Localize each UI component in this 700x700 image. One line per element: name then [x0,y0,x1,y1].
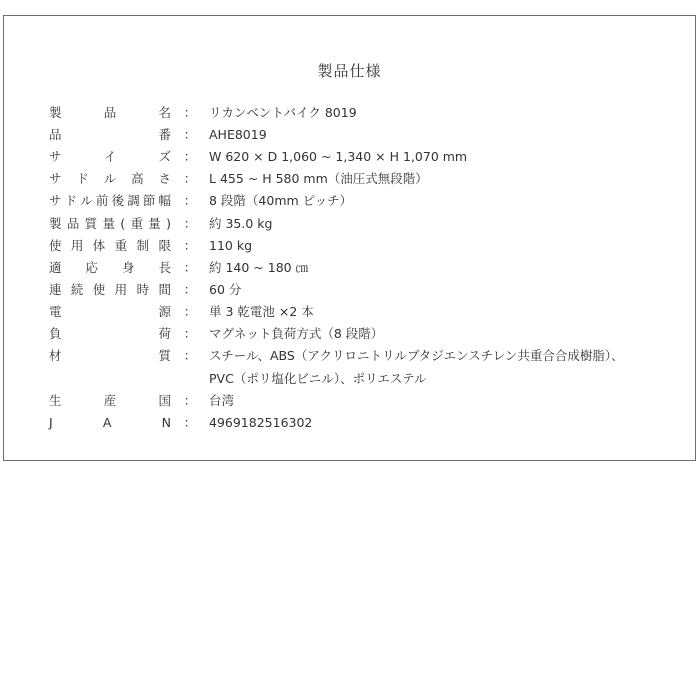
spec-colon: ： [183,149,197,165]
spec-row [49,301,649,323]
spec-colon: ： [183,392,197,408]
spec-row [49,191,649,213]
spec-row [49,412,649,434]
spec-value: 110 kg [209,237,253,253]
spec-value: AHE8019 [209,126,267,142]
spec-label: 材 質 [49,348,171,364]
spec-row [49,279,649,301]
spec-label: サ イ ズ [49,149,171,165]
spec-colon: ： [183,237,197,253]
spec-box [3,15,696,461]
spec-label: 連 続 使 用 時 間 [49,281,171,297]
spec-value: PVC（ポリ塩化ビニル）、ポリエステル [209,370,427,386]
spec-value: 60 分 [209,281,242,297]
spec-row [49,257,649,279]
spec-colon: ： [183,171,197,187]
spec-colon: ： [183,414,197,430]
spec-label: 生 産 国 [49,392,171,408]
spec-value: L 455 ~ H 580 mm（油圧式無段階） [209,171,428,187]
spec-value: マグネット負荷方式（8 段階） [209,326,384,342]
spec-label: 電 源 [49,304,171,320]
spec-colon: ： [183,259,197,275]
spec-label: 使 用 体 重 制 限 [49,237,171,253]
spec-colon: ： [183,304,197,320]
spec-colon: ： [183,104,197,120]
spec-row [49,124,649,146]
spec-value: W 620 × D 1,060 ~ 1,340 × H 1,070 mm [209,149,468,165]
spec-row [49,323,649,345]
spec-value: 単 3 乾電池 ×2 本 [209,304,314,320]
spec-row [49,235,649,257]
spec-table [49,102,649,434]
spec-colon: ： [183,126,197,142]
spec-value: 8 段階（40mm ピッチ） [209,193,353,209]
spec-colon: ： [183,215,197,231]
spec-row [49,168,649,190]
spec-label: サ ド ル 高 さ [49,171,171,187]
spec-row [49,146,649,168]
spec-row [49,213,649,235]
spec-row [49,102,649,124]
spec-label: 負 荷 [49,326,171,342]
spec-value: スチール、ABS（アクリロニトリルブタジエンスチレン共重合合成樹脂）、 [209,348,624,364]
spec-colon: ： [183,348,197,364]
spec-row [49,368,649,390]
spec-colon: ： [183,326,197,342]
spec-value: 4969182516302 [209,414,313,430]
spec-label: 適 応 身 長 [49,259,171,275]
spec-row [49,346,649,368]
spec-row [49,390,649,412]
spec-colon: ： [183,281,197,297]
spec-value: 台湾 [209,392,235,408]
spec-value: 約 140 ~ 180 ㎝ [209,259,309,275]
spec-label: サ ド ル 前 後 調 節 幅 [49,193,171,209]
spec-value: リカンベントバイク 8019 [209,104,357,120]
spec-label: 製 品 質 量 ( 重 量 ) [49,215,171,231]
spec-value: 約 35.0 kg [209,215,273,231]
spec-label: 製 品 名 [49,104,171,120]
spec-colon: ： [183,193,197,209]
spec-title: 製品仕様 [317,62,382,80]
spec-label: 品 番 [49,126,171,142]
spec-label: J A N [49,414,171,430]
